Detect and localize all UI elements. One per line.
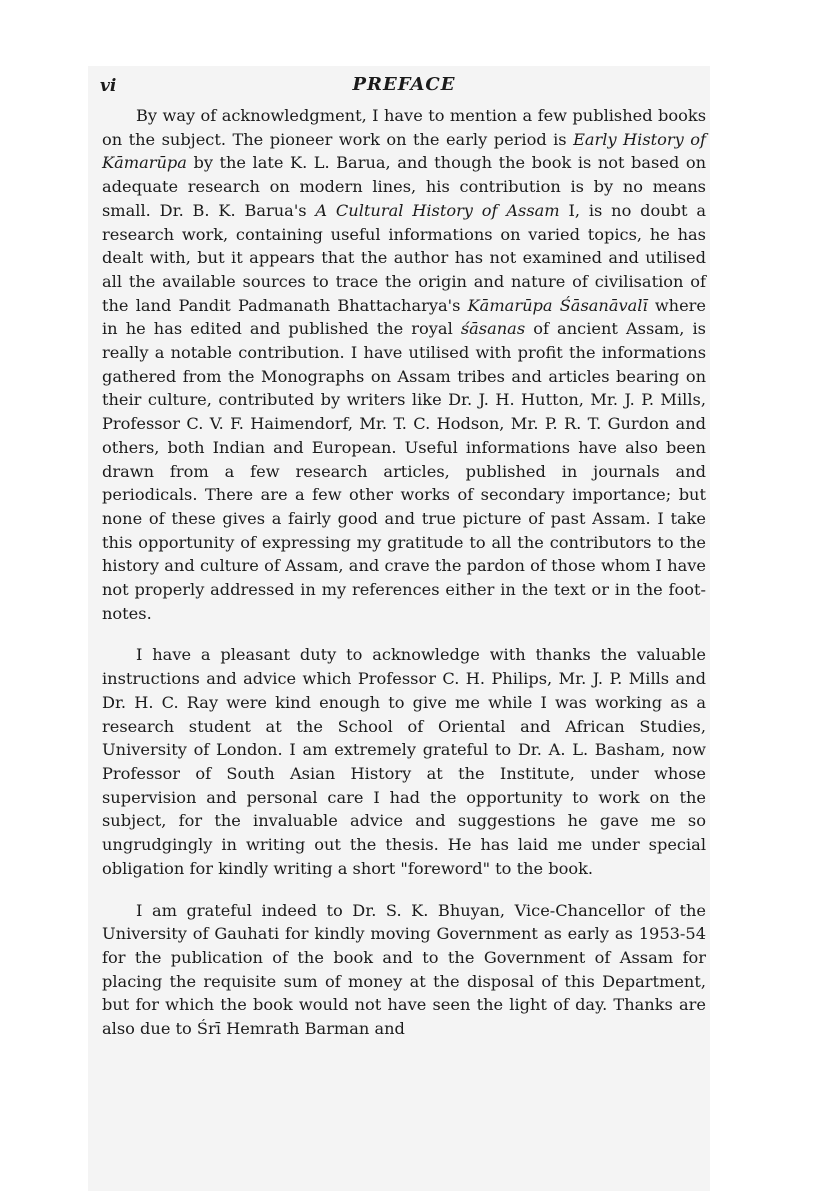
running-title: PREFACE: [352, 74, 456, 95]
paragraph-1-segment-5: I, is no doubt a research work, containing useful informations on varied topics, he has dealt with, but it appears that the author has not examined and utilised all the available sources to trace the origin and nature of civilisation of the land Pandit Padmanath Bhattacharya's: [102, 200, 707, 315]
paragraph-1-segment-7: where in he has edited and published the royal: [102, 295, 707, 339]
paragraph-3-text: I am grateful indeed to Dr. S. K. Bhuyan, Vice-Chancellor of the University of Gauhati for kindly moving Government as early as 1953-54 for the publication of the book and to the Government of Assam for placing the requisite sum of money at the disposal of this Department, but for which the book would not have seen the light of day. Thanks are also due to Śrī Hemrath Barman and: [102, 900, 706, 1039]
paragraph-1-title-early-history: Early History of Kāmarūpa: [102, 129, 706, 173]
paragraph-2: [102, 643, 706, 880]
paragraph-2-text: I have a pleasant duty to acknowledge with thanks the valuable instructions and advice which Professor C. H. Philips, Mr. J. P. Mills and Dr. H. C. Ray were kind enough to give me while I was working as a research student at the School of Oriental and African Studies, University of London. I am extremely grateful to Dr. A. L. Basham, now Professor of South Asian History at the Institute, under whose supervision and personal care I had the opportunity to work on the subject, for the invaluable advice and suggestions he gave me so ungrudgingly in writing out the thesis. He has laid me under special obligation for kindly writing a short "foreword" to the book.: [102, 645, 706, 878]
paragraph-1-segment-3: by the late K. L. Barua, and though the book is not based on adequate research on modern lines, his contribution is by no means small. Dr. B. K. Barua's: [102, 153, 706, 220]
paragraph-1-segment-1: By way of acknowledgment, I have to mention a few published books on the subject. The pioneer work on the early period is: [102, 106, 706, 149]
paragraph-3: [102, 899, 706, 1039]
paragraph-1-segment-9: of ancient Assam, is really a notable contribution. I have utilised with profit the informations gathered from the Monographs on Assam tribes and articles bearing on their culture, contributed by writers like Dr. J. H. Hutton, Mr. J. P. Mills, Professor C. V. F. Haimendorf, Mr. T. C. Hodson, Mr. P. R. T. Gurdon and others, both Indian and European. Useful informations have also been drawn from a few research articles, published in journals and periodicals. There are a few other works of secondary importance; but none of these gives a fairly good and true picture of past Assam. I take this opportunity of expressing my gratitude to all the contributors to the history and culture of Assam, and crave the pardon of those whom I have not properly addressed in my references either in the text or in the foot-notes.: [102, 319, 706, 623]
page-header: [102, 70, 706, 104]
page-text-block: [100, 70, 707, 1039]
paragraph-1-term-sasanas: śāsanas: [460, 319, 526, 339]
paragraph-1-title-sasanavali: Kāmarūpa Śāsanāvalī: [467, 295, 648, 315]
paragraph-1-title-cultural-history: A Cultural History of Assam: [315, 200, 560, 220]
paragraph-1: [102, 104, 706, 625]
page-number: vi: [100, 76, 117, 96]
